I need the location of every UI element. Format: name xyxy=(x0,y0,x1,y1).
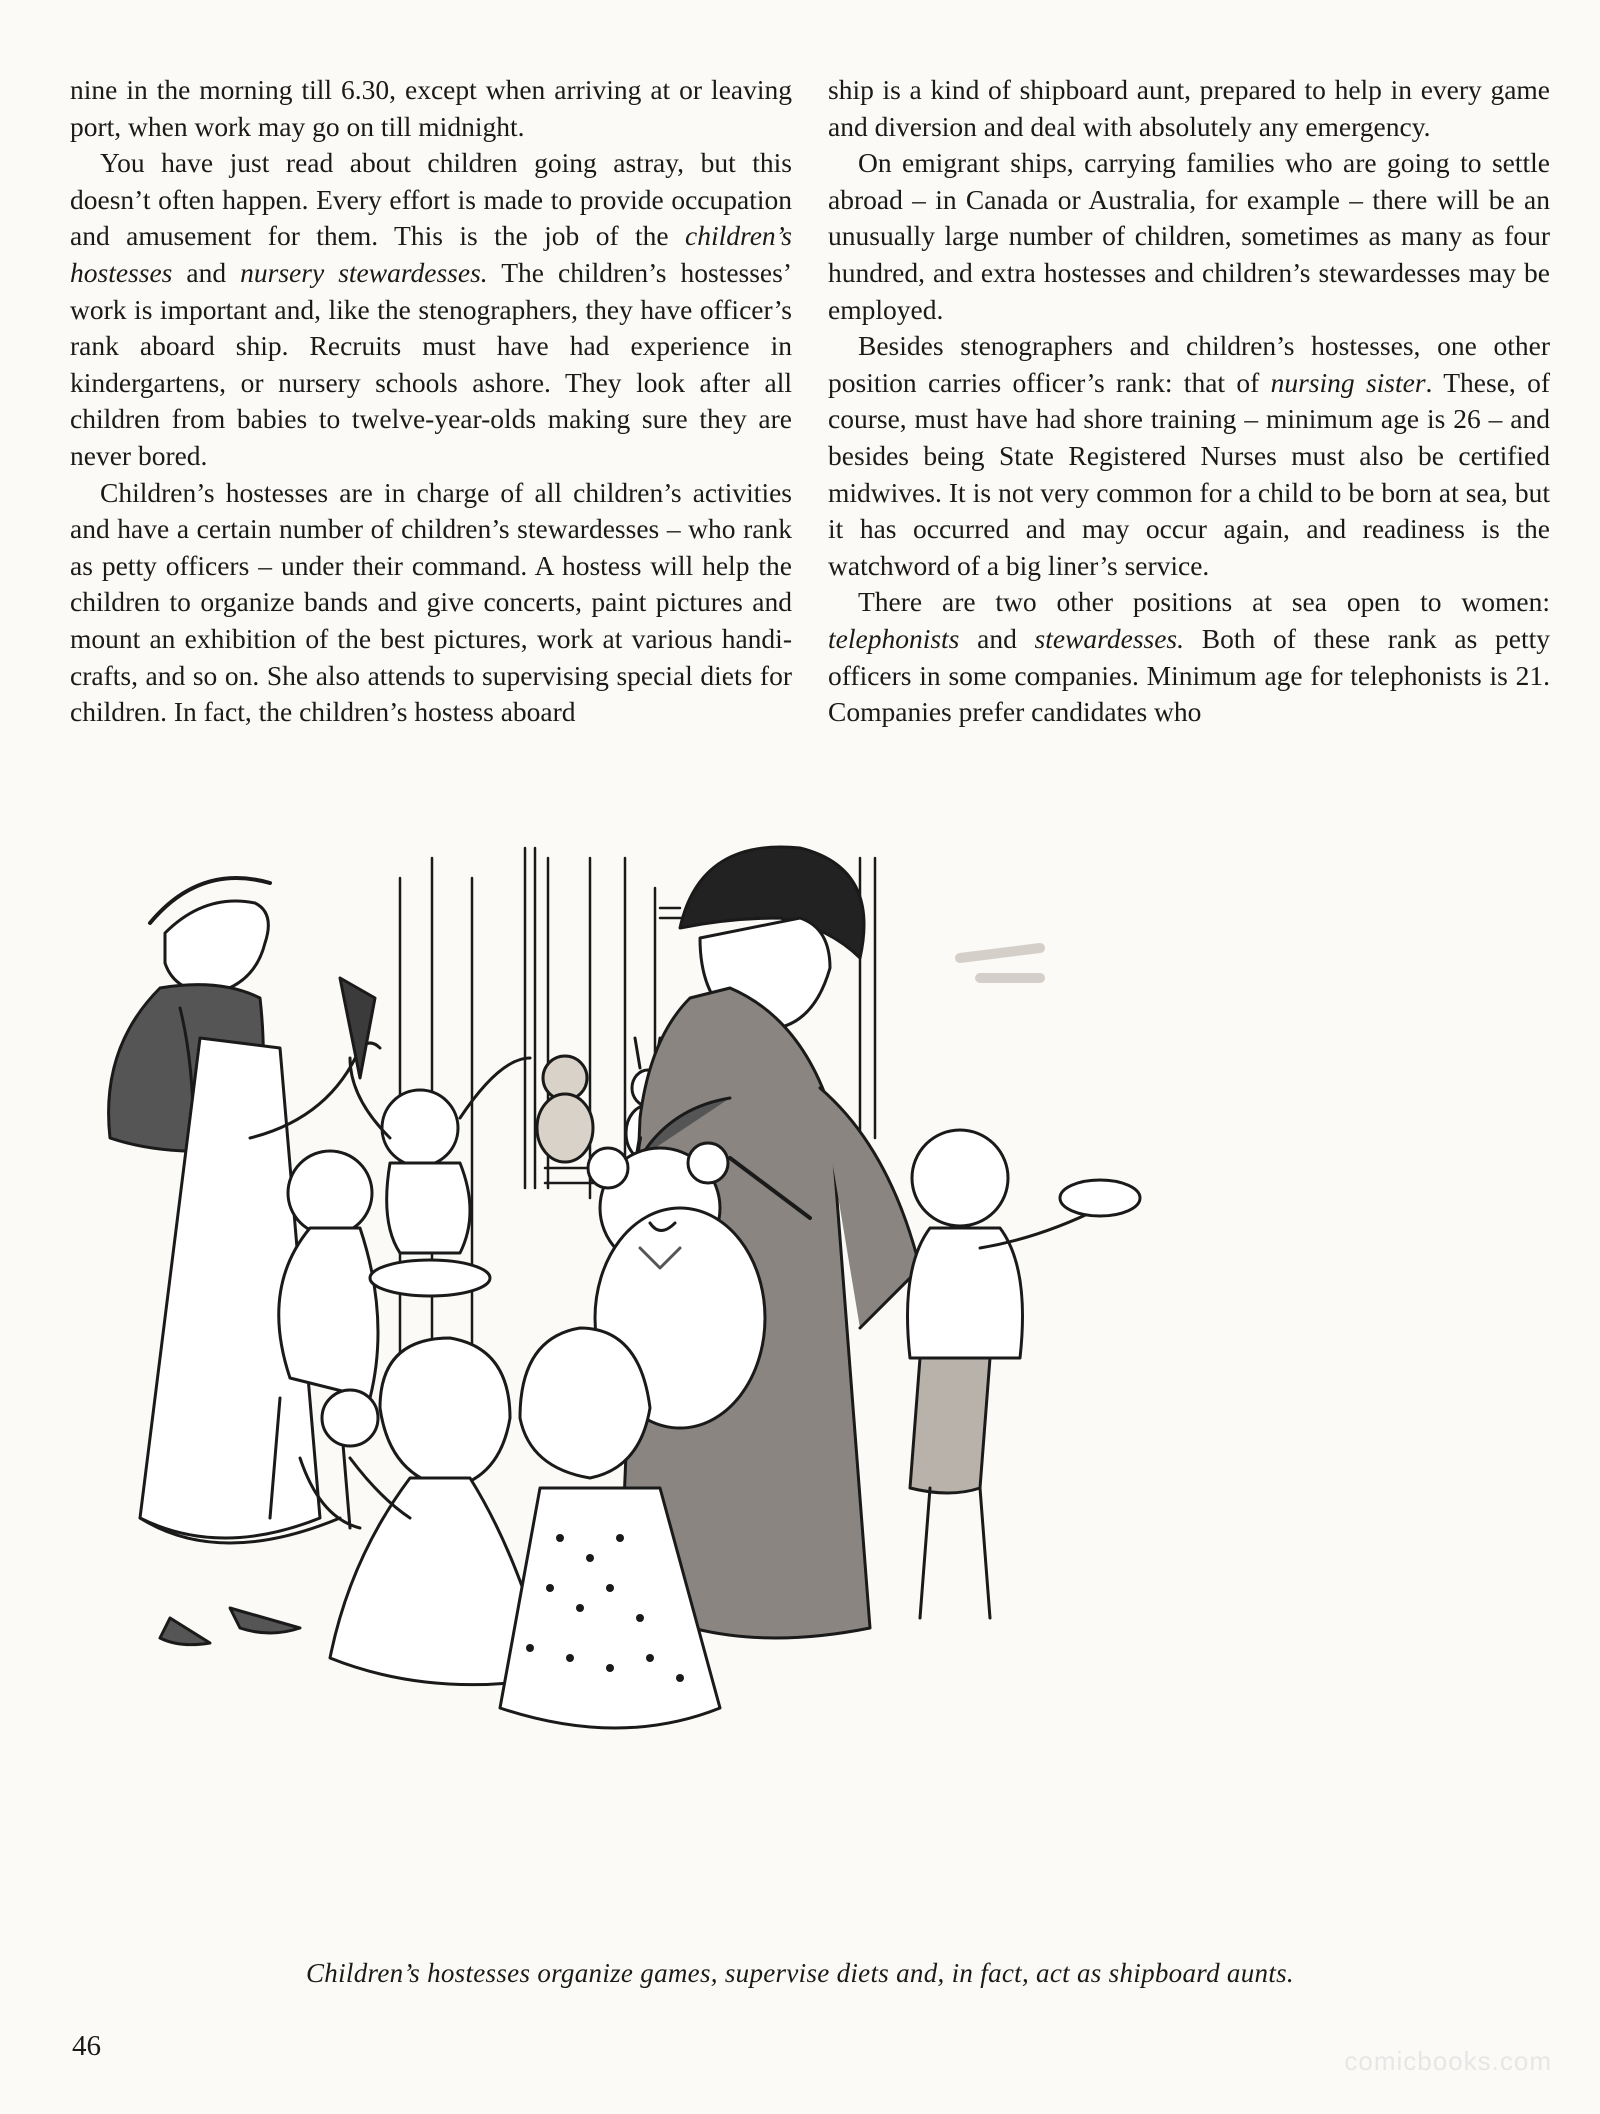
paragraph: Children’s hostesses are in charge of all children’s activities and have a certain number of children’s stewardesses – who rank as petty officers – under their command. A hostess will help the children to organize bands and give concerts, paint pictures and mount an exhibition of the best pictures, work at various handicrafts, and so on. She also attends to supervising special diets for children. In fact, the children’s hostess aboard xyxy=(70,476,792,728)
nursery-illustration xyxy=(80,838,1580,1938)
watermark: comicbooks.com xyxy=(1344,2046,1552,2076)
illustration-caption: Children’s hostesses organize games, supervise diets and, in fact, act as shipboard aunts. xyxy=(306,1958,1294,1988)
paragraph: ship is a kind of shipboard aunt, prepared to help in every game and diversion and deal with absolutely any emergency. xyxy=(828,74,1550,142)
paragraph: Besides stenographers and children’s hostesses, one other position carries officer’s rank: that of nursing sister. These, of course, must have had shore training – minimum age is 26 – and besides being State Registered Nurses must also be certified midwives. It is not very common for a child to be born at sea, but it has occurred and may occur again, and readiness is the watchword of a big liner’s service. xyxy=(828,330,1551,581)
paragraph: On emigrant ships, carrying families who are going to settle abroad – in Canada or Australia, for example – there will be an unusually large number of children, sometimes as many as four hundred, and extra hostesses and children’s stewardesses may be employed. xyxy=(828,147,1550,325)
paragraph: nine in the morning till 6.30, except when arriving at or leaving port, when work may go on till midnight. xyxy=(70,74,792,142)
paragraph: There are two other positions at sea open to women: telephonists and stewardesses. Both of these rank as petty officers in some companies. Minimum age for telephonists is 21. Companies prefer candidates who xyxy=(828,586,1550,728)
boy-figure xyxy=(908,1130,1141,1618)
right-text-column xyxy=(828,72,1550,731)
page-number: 46 xyxy=(72,2030,101,2062)
paragraph: You have just read about children going astray, but this doesn’t often happen. Every effort is made to provide occupation and amusement for them. This is the job of the children’s hostesses and nursery stewardesses. The children’s hostesses’ work is important and, like the stenographers, they have officer’s rank aboard ship. Recruits must have had experience in kindergartens, or nursery schools ashore. They look after all children from babies to twelve-year-olds making sure they are never bored. xyxy=(70,147,792,471)
left-text-column xyxy=(70,72,792,731)
